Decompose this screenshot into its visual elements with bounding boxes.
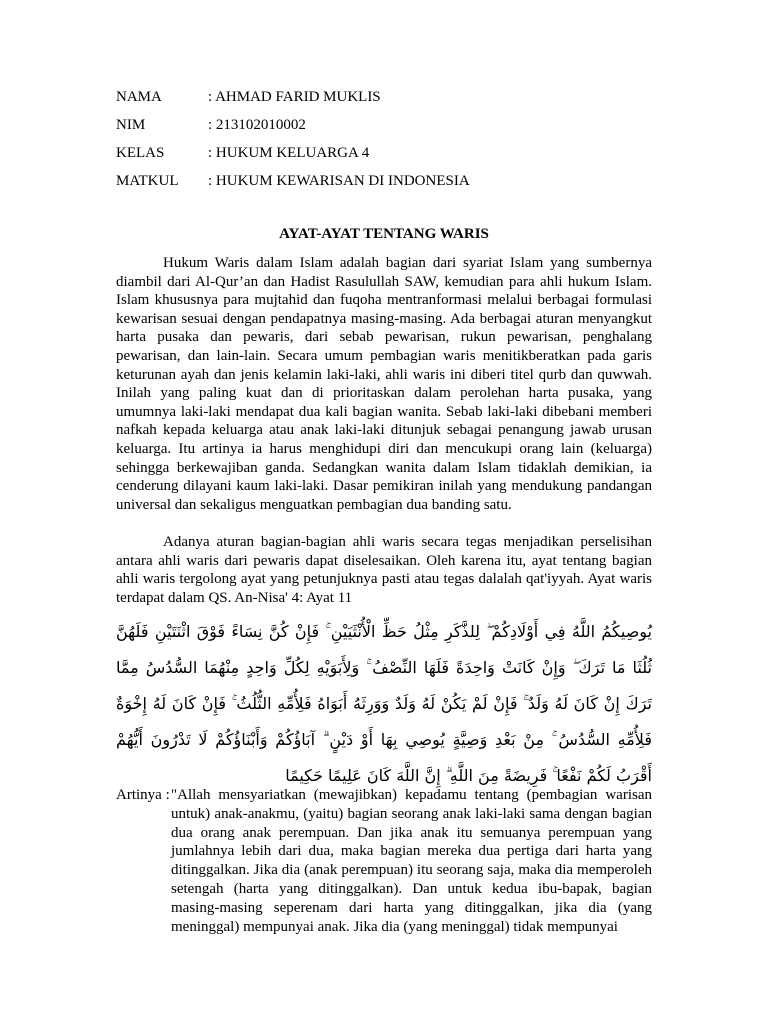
info-value: : 213102010002 — [208, 117, 306, 133]
info-row-matkul — [116, 171, 470, 199]
translation-block — [116, 786, 652, 936]
translation-label: Artinya : — [116, 787, 170, 803]
info-row-kelas — [116, 143, 470, 171]
info-label: KELAS — [116, 145, 165, 161]
info-value: : AHMAD FARID MUKLIS — [208, 89, 381, 105]
info-row-nama — [116, 87, 470, 115]
translation-text: "Allah mensyariatkan (mewajibkan) kepadamu tentang (pembagian warisan untuk) anak-anakmu, (yaitu) bagian seorang anak laki-laki sama dengan bagian dua orang anak perempuan. Dan jika anak itu semuanya perempuan yang jumlahnya lebih dari dua, maka bagian mereka dua pertiga dari harta yang ditinggalkan. Jika dia (anak perempuan) itu seorang saja, maka dia memperoleh setengah (harta yang ditinggalkan). Dan untuk kedua ibu-bapak, bagian masing-masing seperenam dari harta yang ditinggalkan, jika dia (yang meninggal) mempunyai anak. Jika dia (yang meninggal) tidak mempunyai — [171, 787, 652, 935]
paragraph: Hukum Waris dalam Islam adalah bagian dari syariat Islam yang sumbernya diambil dari Al-Qur’an dan Hadist Rasulullah SAW, kemudian para ahli hukum Islam. Islam khususnya para mujtahid dan fuqoha mentranformasi melalui berbagai formulasi kewarisan sesuai dengan pendapatnya masing-masing. Ada berbagai aturan menyangkut harta pusaka dan pewaris, dari sebab pewarisan, rukun pewarisan, penghalang pewarisan, dan lain-lain. Secara umum pembagian waris menitikberatkan pada garis keturunan ayah dan jenis kelamin laki-laki, ahli waris ini diberi titel qurb dan quwwah. Inilah yang paling kuat dan di prioritaskan dalam perolehan harta pusaka, yang umumnya laki-laki mendapat dua kali bagian wanita. Sebab laki-laki dibebani memberi nafkah kepada keluarga atau anak laki-laki ditunjuk sebagai penangung jawab urusan keluarga. Itu artinya ia harus menghidupi diri dan mencukupi orang lain (keluarga) sehingga berkewajiban ganda. Sedangkan wanita dalam Islam tidaklah demikian, ia cenderung dilayani kaum laki-laki. Dasar pemikiran inilah yang mendukung pandangan universal dan sekaligus menguatkan pembagian dua banding satu. — [116, 255, 652, 513]
info-value: : HUKUM KEWARISAN DI INDONESIA — [208, 173, 470, 189]
paragraph: Adanya aturan bagian-bagian ahli waris secara tegas menjadikan perselisihan antara ahli waris dari pewaris dapat diselesaikan. Oleh karena itu, ayat tentang bagian ahli waris tergolong ayat yang petunjuknya pasti atau tegas dalalah qat'iyyah. Ayat waris terdapat dalam QS. An-Nisa' 4: Ayat 11 — [116, 533, 652, 606]
info-label: MATKUL — [116, 173, 179, 189]
student-info — [116, 87, 470, 199]
body-text — [116, 254, 652, 607]
document-title: AYAT-AYAT TENTANG WARIS — [279, 226, 489, 242]
info-row-nim — [116, 115, 470, 143]
info-label: NAMA — [116, 89, 162, 105]
info-value: : HUKUM KELUARGA 4 — [208, 145, 370, 161]
arabic-verse: يُوصِيكُمُ اللَّهُ فِي أَوْلَادِكُمْ ۖ لِلذَّكَرِ مِثْلُ حَظِّ الْأُنْثَيَيْنِ ۚ فَإِنْ كُنَّ نِسَاءً فَوْقَ اثْنَتَيْنِ فَلَهُنَّ ثُلُثَا مَا تَرَكَ ۖ وَإِنْ كَانَتْ وَاحِدَةً فَلَهَا النِّصْفُ ۚ وَلِأَبَوَيْهِ لِكُلِّ وَاحِدٍ مِنْهُمَا السُّدُسُ مِمَّا تَرَكَ إِنْ كَانَ لَهُ وَلَدٌ ۚ فَإِنْ لَمْ يَكُنْ لَهُ وَلَدٌ وَوَرِثَهُ أَبَوَاهُ فَلِأُمِّهِ الثُّلُثُ ۚ فَإِنْ كَانَ لَهُ إِخْوَةٌ فَلِأُمِّهِ السُّدُسُ ۚ مِنْ بَعْدِ وَصِيَّةٍ يُوصِي بِهَا أَوْ دَيْنٍ ۗ آبَاؤُكُمْ وَأَبْنَاؤُكُمْ لَا تَدْرُونَ أَيُّهُمْ أَقْرَبُ لَكُمْ نَفْعًا ۚ فَرِيضَةً مِنَ اللَّهِ ۗ إِنَّ اللَّهَ كَانَ عَلِيمًا حَكِيمًا — [116, 622, 653, 785]
info-label: NIM — [116, 117, 146, 133]
